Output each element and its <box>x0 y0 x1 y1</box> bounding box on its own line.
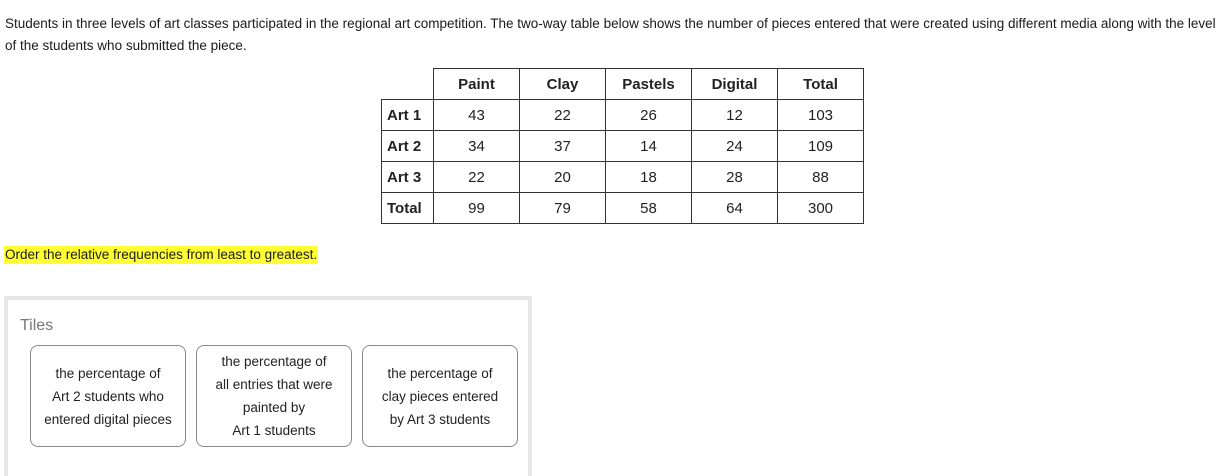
tile-art-3-clay[interactable] <box>362 345 518 447</box>
tiles-panel <box>4 296 532 476</box>
table-row-total <box>382 193 864 224</box>
table-cell: 22 <box>520 100 606 131</box>
table-cell: 22 <box>434 162 520 193</box>
row-header-art-2: Art 2 <box>382 131 434 162</box>
column-header-pastels: Pastels <box>606 69 692 100</box>
tile-label <box>215 350 332 442</box>
table-row-art-2 <box>382 131 864 162</box>
tile-text-line: entered digital pieces <box>44 411 172 427</box>
table-header-row <box>382 69 864 100</box>
table-cell: 88 <box>778 162 864 193</box>
tile-text-line: all entries that were <box>215 377 333 392</box>
tile-text-line: the percentage of <box>387 365 493 381</box>
table-cell: 28 <box>692 162 778 193</box>
tile-label <box>44 362 172 431</box>
tile-text-line: by Art 3 students <box>389 411 491 427</box>
tile-text-line: clay pieces entered <box>381 388 499 404</box>
table-cell: 64 <box>692 193 778 224</box>
row-header-total: Total <box>382 193 434 224</box>
table-cell: 109 <box>778 131 864 162</box>
table-cell: 43 <box>434 100 520 131</box>
question-prompt: Order the relative frequencies from least to greatest. <box>5 247 318 262</box>
table-cell: 37 <box>520 131 606 162</box>
table-row-art-1 <box>382 100 864 131</box>
two-way-table <box>381 68 864 224</box>
row-header-art-1: Art 1 <box>382 100 434 131</box>
table-cell: 14 <box>606 131 692 162</box>
tile-art-2-digital[interactable] <box>30 345 186 447</box>
table-cell: 12 <box>692 100 778 131</box>
tile-text-line: painted by <box>242 400 306 415</box>
column-header-paint: Paint <box>434 69 520 100</box>
table-corner-cell <box>382 69 434 100</box>
table-cell: 99 <box>434 193 520 224</box>
question-intro-text: Students in three levels of art classes participated in the regional art competition. The two-way table below shows the number of pieces entered that were created using different media along with the level of the students who submitted the piece. <box>5 16 1216 53</box>
row-header-art-3: Art 3 <box>382 162 434 193</box>
table-cell: 20 <box>520 162 606 193</box>
table-cell: 79 <box>520 193 606 224</box>
tile-art-1-paint[interactable] <box>196 345 352 447</box>
column-header-clay: Clay <box>520 69 606 100</box>
table-cell: 26 <box>606 100 692 131</box>
tile-text-line: Art 1 students <box>232 423 316 438</box>
table-cell: 34 <box>434 131 520 162</box>
table-cell: 58 <box>606 193 692 224</box>
table-cell: 300 <box>778 193 864 224</box>
tiles-title: Tiles <box>20 317 54 334</box>
table-row-art-3 <box>382 162 864 193</box>
table-cell: 103 <box>778 100 864 131</box>
column-header-digital: Digital <box>692 69 778 100</box>
tile-text-line: Art 2 students who <box>52 388 164 404</box>
tile-text-line: the percentage of <box>221 354 327 369</box>
table-cell: 24 <box>692 131 778 162</box>
table-cell: 18 <box>606 162 692 193</box>
tile-text-line: the percentage of <box>55 365 161 381</box>
tile-label <box>382 362 498 431</box>
column-header-total: Total <box>778 69 864 100</box>
